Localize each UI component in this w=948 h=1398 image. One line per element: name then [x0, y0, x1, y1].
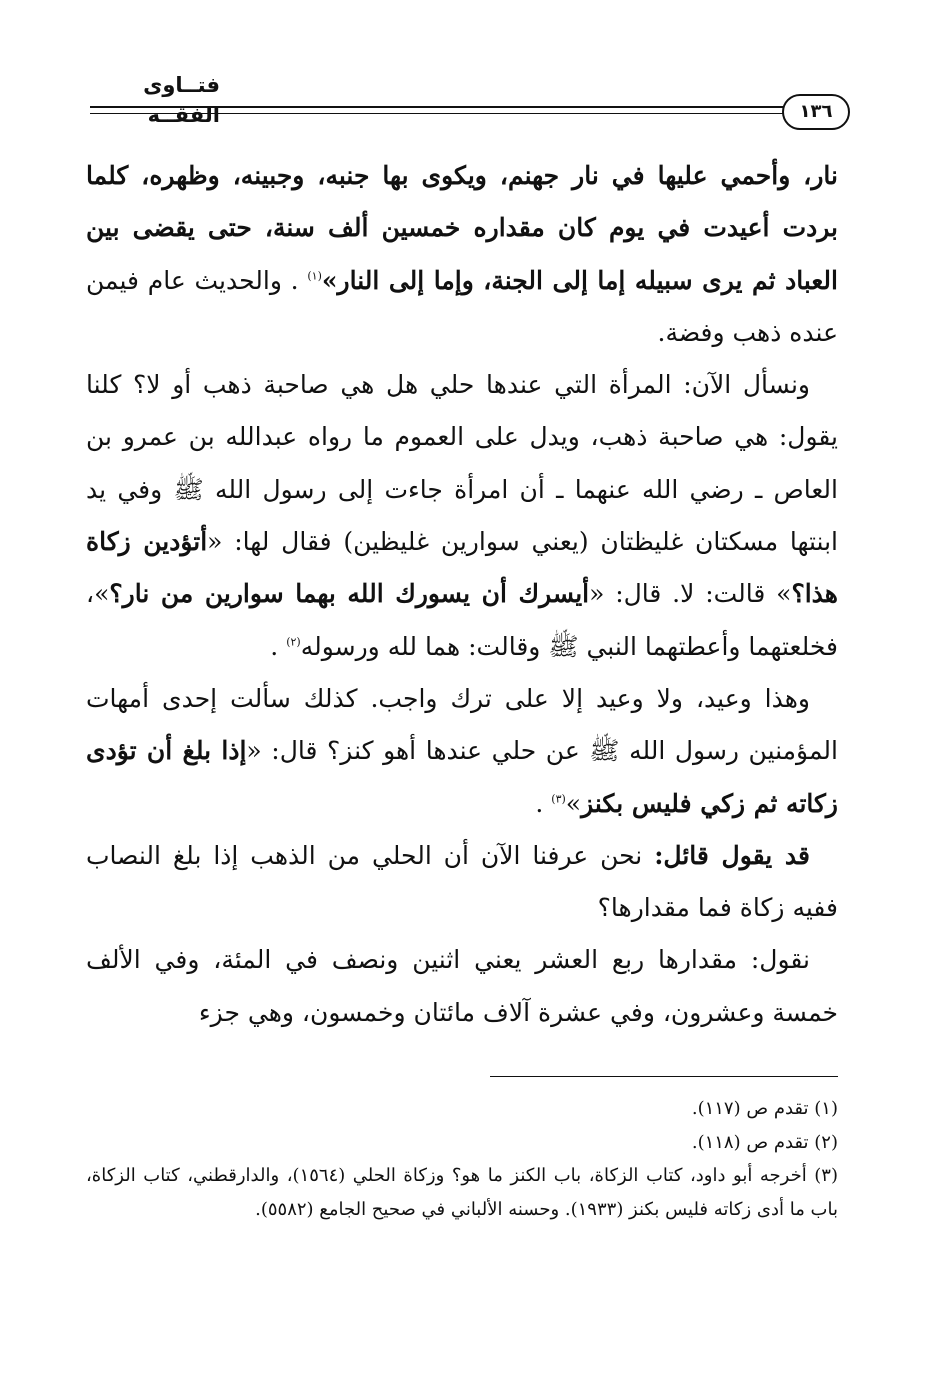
paragraph-text: .: [270, 631, 287, 661]
hadith-quote: نار، وأحمي عليها في نار جهنم، ويكوى بها جنبه، وجبينه، وظهره، كلما بردت أعيدت في يوم كان مقداره خمسين ألف سنة، حتى يقضى بين العباد ثم يرى سبيله إما إلى الجنة، وإما إلى النار»: [86, 161, 838, 295]
footnote-2: (٢) تقدم ص (١١٨).: [691, 1131, 838, 1153]
footnote-separator: [490, 1076, 838, 1077]
main-text: [86, 150, 838, 1039]
paragraph-text: » قالت: لا. قال: «: [589, 579, 792, 609]
running-title: فتــاوى الفقــه: [143, 73, 220, 127]
paragraph-5: [86, 934, 838, 1039]
page-number: ١٣٦: [782, 94, 850, 130]
footnote-3: (٣) أخرجه أبو داود، كتاب الزكاة، باب الكنز ما هو؟ وزكاة الحلي (١٥٦٤)، والدارقطني، كتاب الزكاة، باب ما أدى زكاته فليس بكنز (١٩٣٣). وحسنه الألباني في صحيح الجامع (٥٥٨٢).: [86, 1165, 838, 1220]
footnote-1: (١) تقدم ص (١١٧).: [691, 1098, 838, 1119]
paragraph-4: [86, 830, 838, 935]
paragraph-text: نقول: مقدارها ربع العشر يعني اثنين ونصف في المئة، وفي الألف خمسة وعشرون، وفي عشرة آلاف مائتان وخمسون، وهي جزء: [86, 945, 838, 1027]
paragraph-text: .: [535, 788, 552, 818]
footnote-ref-3: (٣): [551, 792, 566, 806]
paragraph-text: وهذا وعيد، ولا وعيد إلا على ترك واجب. كذلك سألت إحدى أمهات المؤمنين رسول الله ﷺ عن حلي عندها أهو كنز؟ قال: «: [86, 683, 838, 766]
paragraph-text: »: [565, 788, 582, 818]
paragraph-text: »، فخلعتهما وأعطتهما النبي ﷺ وقالت: هما لله ورسوله: [86, 579, 838, 661]
hadith-quote: أتؤدين زكاة هذا؟: [86, 527, 838, 609]
paragraph-text: . والحديث عام فيمن عنده ذهب وفضة.: [86, 265, 838, 347]
hadith-quote: أيسرك أن يسورك الله بهما سوارين من نار؟: [109, 579, 590, 609]
footnotes: [86, 1092, 838, 1226]
header-rule: [90, 106, 790, 108]
footnote-ref-1: (١): [307, 269, 322, 283]
hadith-quote: إذا بلغ أن تؤدى زكاته ثم زكي فليس بكنز: [86, 736, 838, 818]
header-rule-thin: [90, 113, 790, 114]
paragraph-text: نحن عرفنا الآن أن الحلي من الذهب إذا بلغ النصاب ففيه زكاة فما مقدارها؟: [86, 840, 838, 923]
paragraph-2: [86, 359, 838, 673]
paragraph-1: [86, 150, 838, 359]
lead-phrase: قد يقول قائل:: [654, 840, 810, 870]
paragraph-text: ونسأل الآن: المرأة التي عندها حلي هل هي صاحبة ذهب أو لا؟ كلنا يقول: هي صاحبة ذهب، ويدل على العموم ما رواه عبدالله بن عمرو بن العاص ـ رضي الله عنهما ـ أن امرأة جاءت إلى رسول الله ﷺ وفي يد ابنتها مسكتان غليظتان (يعني سوارين غليظين) فقال لها: «: [86, 370, 838, 557]
footnote-ref-2: (٢): [286, 635, 301, 649]
paragraph-3: [86, 673, 838, 830]
